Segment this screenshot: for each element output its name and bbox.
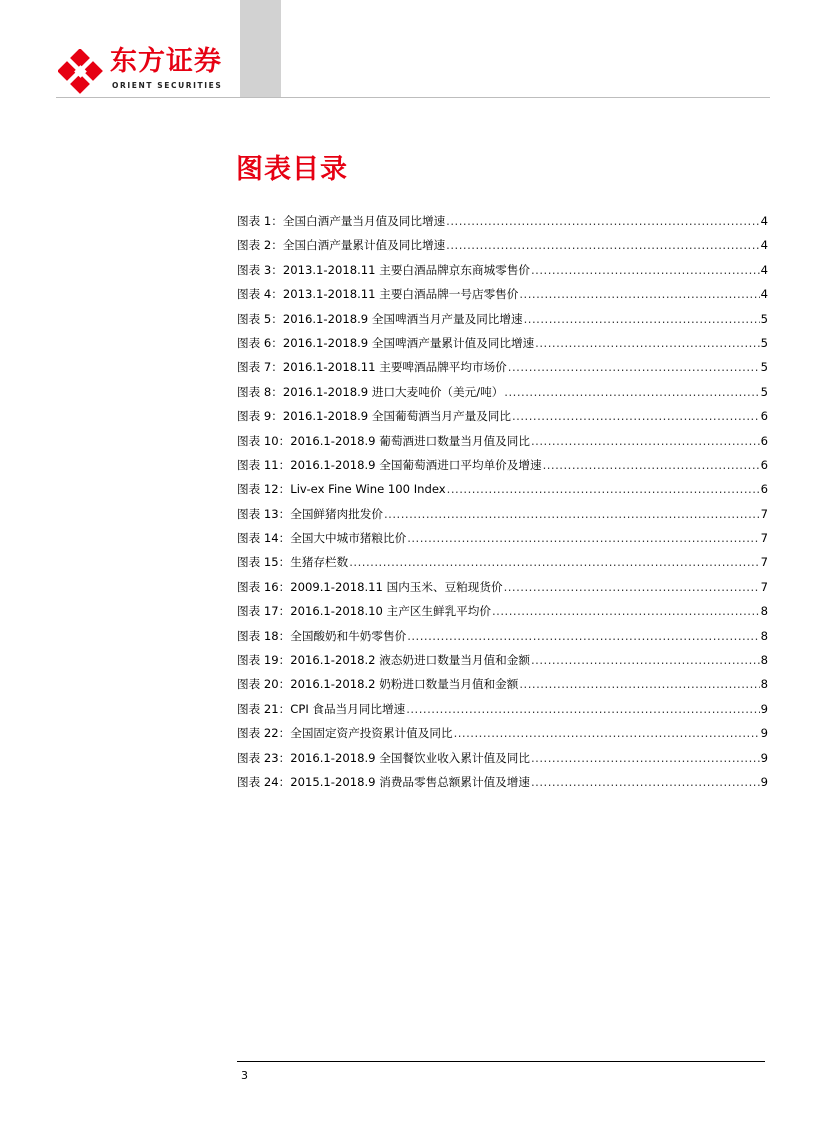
logo-mark-icon: [58, 49, 104, 95]
toc-entry-title: 2016.1-2018.9 进口大麦吨价（美元/吨）: [282, 384, 504, 399]
header-divider: [56, 97, 770, 98]
toc-entry-page: 7: [760, 579, 768, 594]
toc-entry-page: 8: [760, 604, 768, 619]
toc-entry-title: 2016.1-2018.10 主产区生鲜乳平均价: [290, 604, 491, 619]
toc-entry-title: 2016.1-2018.9 全国葡萄酒进口平均单价及增速: [290, 457, 542, 472]
toc-entry-page: 5: [760, 311, 768, 326]
footer-divider: [237, 1061, 765, 1062]
toc-entry-page: 6: [760, 457, 768, 472]
toc-entry-title: 生猪存栏数: [290, 555, 349, 570]
toc-entry-page: 7: [760, 555, 768, 570]
toc-entry-page: 6: [760, 482, 768, 497]
toc-entry-page: 5: [760, 360, 768, 375]
toc-entry-page: 6: [760, 433, 768, 448]
toc-entry-label: 图表 22：: [237, 726, 291, 741]
toc-entry-label: 图表 20：: [237, 677, 291, 692]
toc-entry[interactable]: [237, 648, 768, 672]
toc-dot-leader: [349, 550, 759, 574]
toc-entry-page: 9: [760, 701, 768, 716]
toc-entry-title: 2016.1-2018.9 全国餐饮业收入累计值及同比: [290, 750, 530, 765]
toc-entry-title: 全国鲜猪肉批发价: [290, 506, 383, 521]
toc-entry[interactable]: [237, 502, 768, 526]
toc-entry-title: 2013.1-2018.11 主要白酒品牌一号店零售价: [282, 287, 519, 302]
toc-entry-page: 9: [760, 750, 768, 765]
toc-entry-page: 9: [760, 726, 768, 741]
toc-dot-leader: [524, 307, 760, 331]
toc-entry-title: 2015.1-2018.9 消费品零售总额累计值及增速: [290, 774, 530, 789]
toc-dot-leader: [531, 429, 760, 453]
toc-entry-label: 图表 5：: [237, 311, 283, 326]
toc-entry[interactable]: [237, 331, 768, 355]
toc-dot-leader: [446, 233, 759, 257]
toc-entry-label: 图表 1：: [237, 214, 283, 228]
toc-entry-label: 图表 17：: [237, 604, 291, 619]
toc-dot-leader: [384, 502, 760, 526]
toc-entry-page: 6: [760, 409, 768, 424]
toc-dot-leader: [519, 282, 759, 306]
toc-entry[interactable]: [237, 672, 768, 696]
logo-chinese-name: 东方证券: [110, 46, 222, 77]
toc-dot-leader: [508, 355, 760, 379]
toc-entry[interactable]: [237, 355, 768, 379]
toc-entry-label: 图表 3：: [237, 262, 283, 277]
toc-entry-page: 4: [760, 214, 768, 228]
toc-entry[interactable]: [237, 404, 768, 428]
toc-entry-title: CPI 食品当月同比增速: [290, 701, 406, 716]
toc-dot-leader: [531, 746, 760, 770]
toc-entry-label: 图表 16：: [237, 579, 291, 594]
toc-entry-label: 图表 2：: [237, 238, 283, 253]
toc-entry-page: 8: [760, 653, 768, 668]
toc-entry-label: 图表 10：: [237, 433, 291, 448]
toc-entry-page: 5: [760, 384, 768, 399]
toc-entry[interactable]: [237, 282, 768, 306]
toc-list: [237, 209, 768, 794]
toc-entry-title: 2016.1-2018.9 全国啤酒当月产量及同比增速: [282, 311, 523, 326]
toc-dot-leader: [407, 624, 759, 648]
toc-dot-leader: [454, 721, 760, 745]
toc-entry-page: 4: [760, 238, 768, 253]
toc-entry-page: 7: [760, 506, 768, 521]
toc-entry[interactable]: [237, 599, 768, 623]
toc-entry-page: 4: [760, 262, 768, 277]
toc-entry[interactable]: [237, 746, 768, 770]
toc-entry-label: 图表 19：: [237, 653, 291, 668]
toc-entry-label: 图表 21：: [237, 701, 291, 716]
toc-dot-leader: [447, 477, 760, 501]
toc-entry-title: 2016.1-2018.11 主要啤酒品牌平均市场价: [282, 360, 507, 375]
toc-entry-page: 4: [760, 287, 768, 302]
toc-entry[interactable]: [237, 380, 768, 404]
toc-entry[interactable]: [237, 209, 768, 233]
toc-entry-title: 2016.1-2018.9 全国啤酒产量累计值及同比增速: [282, 335, 535, 350]
toc-entry[interactable]: [237, 233, 768, 257]
toc-entry-title: 全国酸奶和牛奶零售价: [290, 628, 407, 643]
toc-entry-label: 图表 9：: [237, 409, 283, 424]
toc-entry-label: 图表 8：: [237, 384, 283, 399]
toc-entry-page: 5: [760, 335, 768, 350]
toc-dot-leader: [531, 648, 760, 672]
logo-english-name: ORIENT SECURITIES: [112, 81, 223, 90]
toc-entry-label: 图表 12：: [237, 482, 291, 497]
toc-entry[interactable]: [237, 697, 768, 721]
toc-entry-label: 图表 24：: [237, 774, 291, 789]
toc-entry[interactable]: [237, 429, 768, 453]
toc-entry-title: 全国大中城市猪粮比价: [290, 531, 407, 546]
toc-entry[interactable]: [237, 526, 768, 550]
toc-entry[interactable]: [237, 258, 768, 282]
toc-entry[interactable]: [237, 477, 768, 501]
toc-entry-label: 图表 11：: [237, 457, 291, 472]
toc-entry-page: 9: [760, 774, 768, 789]
toc-entry-label: 图表 23：: [237, 750, 291, 765]
toc-dot-leader: [531, 770, 760, 794]
toc-entry-title: 2016.1-2018.2 奶粉进口数量当月值和金额: [290, 677, 519, 692]
toc-entry-label: 图表 18：: [237, 628, 291, 643]
toc-entry-page: 7: [760, 531, 768, 546]
toc-dot-leader: [504, 575, 760, 599]
page-number: 3: [241, 1069, 248, 1082]
toc-entry-page: 8: [760, 628, 768, 643]
toc-entry-label: 图表 6：: [237, 335, 283, 350]
toc-entry-title: 2016.1-2018.9 葡萄酒进口数量当月值及同比: [290, 433, 530, 448]
toc-entry-title: Liv-ex Fine Wine 100 Index: [290, 482, 446, 497]
toc-entry-label: 图表 14：: [237, 531, 291, 546]
toc-entry-title: 2009.1-2018.11 国内玉米、豆粕现货价: [290, 579, 503, 594]
toc-entry[interactable]: [237, 307, 768, 331]
toc-entry-title: 全国固定资产投资累计值及同比: [290, 726, 453, 741]
toc-dot-leader: [535, 331, 759, 355]
toc-entry-title: 2016.1-2018.2 液态奶进口数量当月值和金额: [290, 653, 530, 668]
toc-entry-page: 8: [760, 677, 768, 692]
toc-entry-title: 2013.1-2018.11 主要白酒品牌京东商城零售价: [282, 262, 530, 277]
toc-entry-label: 图表 4：: [237, 287, 283, 302]
toc-entry-title: 全国白酒产量当月值及同比增速: [282, 214, 446, 228]
toc-dot-leader: [531, 258, 760, 282]
toc-entry[interactable]: [237, 575, 768, 599]
toc-dot-leader: [543, 453, 760, 477]
toc-dot-leader: [519, 672, 759, 696]
page-title: 图表目录: [236, 154, 348, 185]
toc-dot-leader: [446, 209, 759, 233]
toc-entry[interactable]: [237, 770, 768, 794]
toc-dot-leader: [512, 404, 760, 428]
company-logo: [58, 44, 258, 94]
toc-entry-label: 图表 7：: [237, 360, 283, 375]
toc-entry[interactable]: [237, 453, 768, 477]
toc-entry[interactable]: [237, 550, 768, 574]
toc-dot-leader: [492, 599, 760, 623]
toc-entry-label: 图表 13：: [237, 506, 291, 521]
toc-entry[interactable]: [237, 624, 768, 648]
toc-dot-leader: [406, 697, 759, 721]
toc-entry-title: 2016.1-2018.9 全国葡萄酒当月产量及同比: [282, 409, 511, 424]
toc-entry-label: 图表 15：: [237, 555, 291, 570]
toc-entry[interactable]: [237, 721, 768, 745]
toc-dot-leader: [407, 526, 759, 550]
toc-entry-title: 全国白酒产量累计值及同比增速: [282, 238, 446, 253]
toc-dot-leader: [504, 380, 759, 404]
